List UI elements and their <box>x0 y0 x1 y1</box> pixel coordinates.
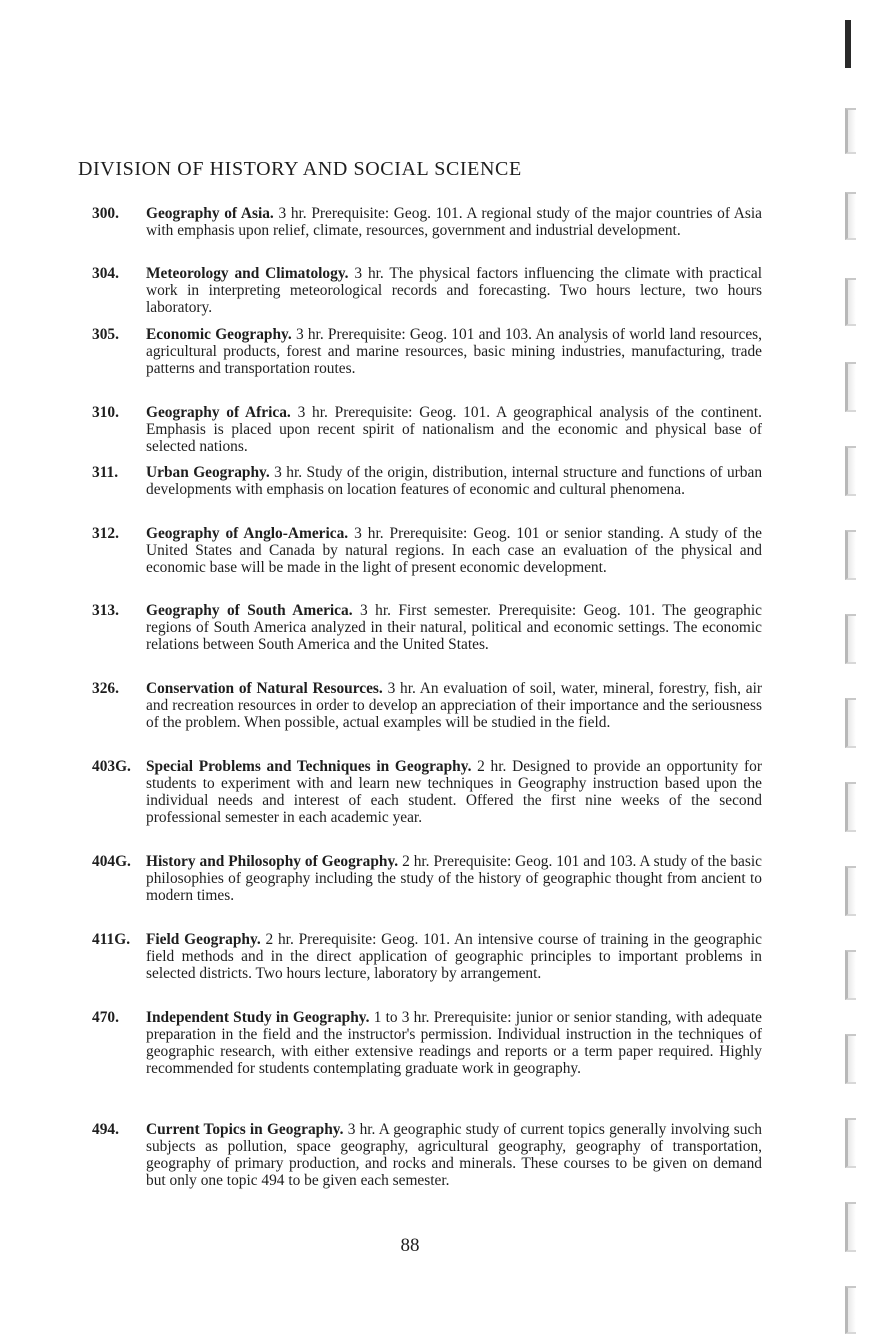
page-title: DIVISION OF HISTORY AND SOCIAL SCIENCE <box>78 158 522 180</box>
course-text: 3 hr. Prerequisite: Geog. 101 or senior standing. A study of the United States and Canada by natural regions. In each case an evaluation of the physical and economic base will be made in the light of present economic development. <box>146 525 762 576</box>
course-entry <box>92 1009 762 1077</box>
course-description <box>146 404 762 455</box>
course-description <box>146 931 762 982</box>
course-entry <box>92 326 762 377</box>
binding-tab <box>845 446 856 496</box>
course-number: 313. <box>92 602 119 619</box>
binding-tab <box>845 20 851 68</box>
course-text: 1 to 3 hr. Prerequisite: junior or senior standing, with adequate preparation in the field and the instructor's permission. Individual instruction in the techniques of geographic research, with either extensive readings and reports or a term paper required. Highly recommended for students contemplating graduate work in geography. <box>146 1009 762 1077</box>
binding-tab <box>845 698 856 748</box>
course-description <box>146 205 762 239</box>
course-description <box>146 680 762 731</box>
binding-tab <box>845 1202 856 1252</box>
course-number: 312. <box>92 525 119 542</box>
binding-tab <box>845 192 856 240</box>
binding-tab <box>845 614 856 664</box>
course-text: 3 hr. First semester. Prerequisite: Geog. 101. The geographic regions of South America analyzed in their natural, political and economic settings. The economic relations between South America and the United States. <box>146 602 762 653</box>
course-number: 411G. <box>92 931 131 948</box>
course-title: History and Philosophy of Geography. <box>146 853 399 870</box>
binding-tab <box>845 950 856 1000</box>
course-text: 3 hr. Prerequisite: Geog. 101. A regional study of the major countries of Asia with emphasis upon relief, climate, resources, government and industrial development. <box>146 205 762 239</box>
course-description <box>146 464 762 498</box>
course-entry <box>92 525 762 576</box>
course-number: 404G. <box>92 853 131 870</box>
course-title: Independent Study in Geography. <box>146 1009 370 1026</box>
binding-tab <box>845 362 856 412</box>
course-entry <box>92 404 762 455</box>
course-text: 3 hr. Study of the origin, distribution, internal structure and functions of urban developments with emphasis on location features of economic and cultural phenomena. <box>146 464 763 498</box>
course-number: 300. <box>92 205 119 222</box>
course-number: 310. <box>92 404 119 421</box>
course-number: 470. <box>92 1009 119 1026</box>
course-title: Special Problems and Techniques in Geography. <box>146 758 472 775</box>
course-description <box>146 602 762 653</box>
course-title: Field Geography. <box>146 931 261 948</box>
course-title: Conservation of Natural Resources. <box>146 680 383 697</box>
course-text: 3 hr. The physical factors influencing the climate with practical work in interpreting meteorological records and forecasting. Two hours lecture, two hours laboratory. <box>146 265 763 316</box>
course-entry <box>92 1121 762 1189</box>
course-description <box>146 525 762 576</box>
course-entry <box>92 931 762 982</box>
binding-tab <box>845 1118 856 1168</box>
course-number: 494. <box>92 1121 119 1138</box>
course-entry <box>92 853 762 904</box>
course-number: 403G. <box>92 758 131 775</box>
course-description <box>146 265 762 316</box>
course-text: 3 hr. A geographic study of current topics generally involving such subjects as pollution, space geography, agricultural geography, geography of transportation, geography of primary production, and rocks and minerals. These courses to be given on demand but only one topic 494 to be given each semester. <box>146 1121 762 1189</box>
binding-tab <box>845 1034 856 1084</box>
course-entry <box>92 265 762 316</box>
course-entry <box>92 680 762 731</box>
course-description <box>146 758 762 826</box>
binding-tab <box>845 782 856 832</box>
binding-tab <box>845 866 856 916</box>
binding-tab <box>845 530 856 580</box>
course-title: Urban Geography. <box>146 464 270 481</box>
course-description <box>146 1121 762 1189</box>
course-text: 2 hr. Prerequisite: Geog. 101. An intensive course of training in the geographic field methods and in the direct application of geographic principles to important problems in selected districts. Two hours lecture, laboratory by arrangement. <box>146 931 762 982</box>
course-entry <box>92 464 762 498</box>
course-text: 3 hr. An evaluation of soil, water, mineral, forestry, fish, air and recreation resources in order to develop an appreciation of their importance and the seriousness of the problem. When possible, actual examples will be studied in the field. <box>146 680 762 731</box>
course-number: 304. <box>92 265 119 282</box>
course-description <box>146 853 762 904</box>
course-text: 2 hr. Prerequisite: Geog. 101 and 103. A study of the basic philosophies of geography including the study of the history of geographic thought from ancient to modern times. <box>146 853 762 904</box>
course-text: 3 hr. Prerequisite: Geog. 101 and 103. An analysis of world land resources, agricultural products, forest and marine resources, basic mining industries, manufacturing, trade patterns and transportation routes. <box>146 326 762 377</box>
course-number: 326. <box>92 680 119 697</box>
binding-tab <box>845 1286 856 1334</box>
course-description <box>146 326 762 377</box>
course-number: 305. <box>92 326 119 343</box>
course-title: Geography of Africa. <box>146 404 291 421</box>
course-title: Current Topics in Geography. <box>146 1121 344 1138</box>
course-title: Economic Geography. <box>146 326 292 343</box>
course-entry <box>92 205 762 239</box>
course-entry <box>92 758 762 826</box>
course-title: Geography of Asia. <box>146 205 274 222</box>
course-text: 2 hr. Designed to provide an opportunity for students to experiment with and learn new techniques in Geography instruction based upon the individual needs and interest of each student. Offered the first nine weeks of the second professional semester in each academic year. <box>146 758 762 826</box>
course-title: Geography of Anglo-America. <box>146 525 349 542</box>
page-number: 88 <box>400 1235 420 1256</box>
course-text: 3 hr. Prerequisite: Geog. 101. A geographical analysis of the continent. Emphasis is placed upon recent spirit of nationalism and the economic and physical base of selected nations. <box>146 404 762 455</box>
binding-tab <box>845 108 856 154</box>
course-description <box>146 1009 762 1077</box>
binding-tab <box>845 278 856 326</box>
course-title: Geography of South America. <box>146 602 353 619</box>
course-number: 311. <box>92 464 119 481</box>
course-title: Meteorology and Climatology. <box>146 265 349 282</box>
course-entry <box>92 602 762 653</box>
